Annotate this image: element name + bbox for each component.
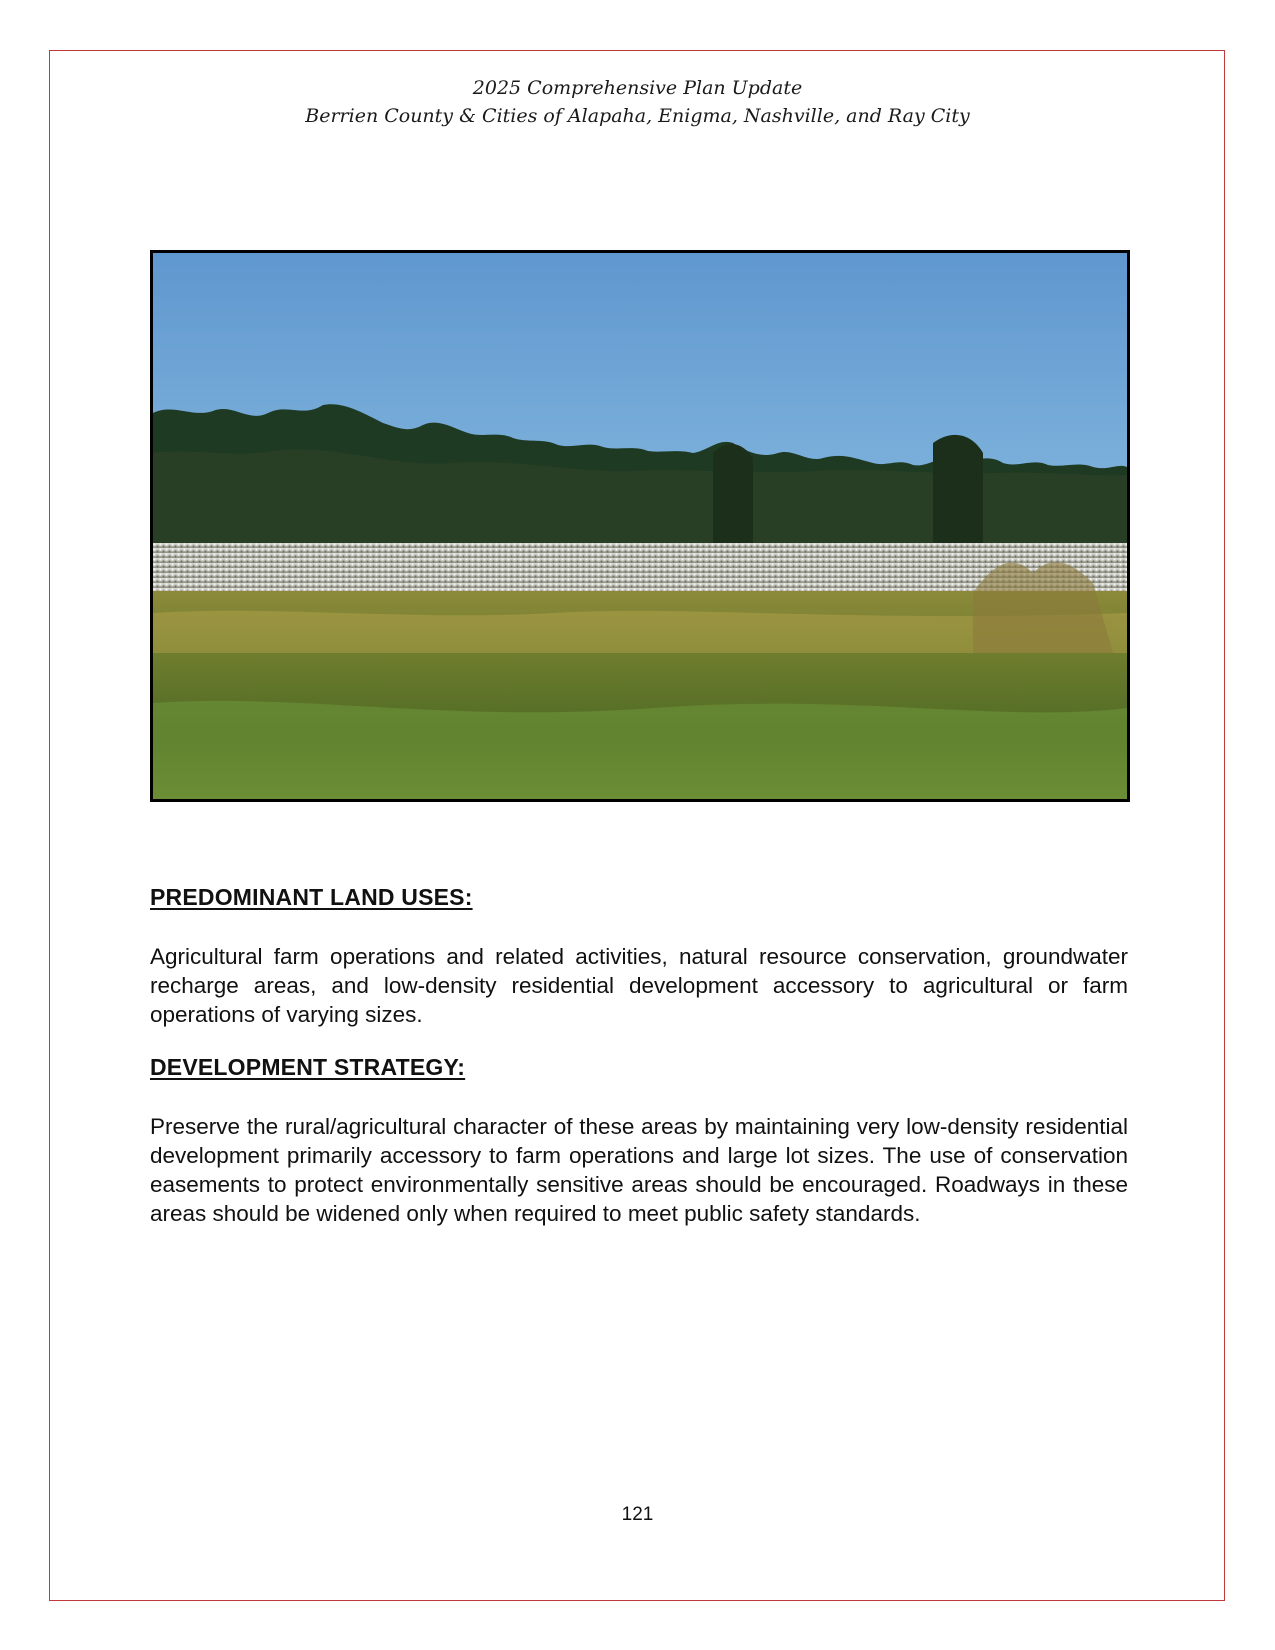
photo-illustration [153, 253, 1127, 799]
development-strategy-paragraph: Preserve the rural/agricultural character of these areas by maintaining very low-density residential development primarily accessory to farm operations and large lot sizes. The use of conservation easements to protect environmentally sensitive areas should be encouraged. Roadways in these areas should be widened only when required to meet public safety standards. [150, 1114, 1128, 1226]
land-uses-heading: PREDOMINANT LAND USES: [150, 884, 473, 910]
header-title: 2025 Comprehensive Plan Update [472, 77, 803, 99]
cotton-field-photo [150, 250, 1130, 802]
header-subtitle: Berrien County & Cities of Alapaha, Enigma, Nashville, and Ray City [305, 105, 970, 127]
development-strategy-heading: DEVELOPMENT STRATEGY: [150, 1054, 466, 1080]
running-header [0, 74, 1275, 130]
land-uses-paragraph: Agricultural farm operations and related activities, natural resource conservation, groundwater recharge areas, and low-density residential development accessory to agricultural or farm operations of varying sizes. [150, 944, 1128, 1027]
page-number: 121 [621, 1504, 654, 1525]
